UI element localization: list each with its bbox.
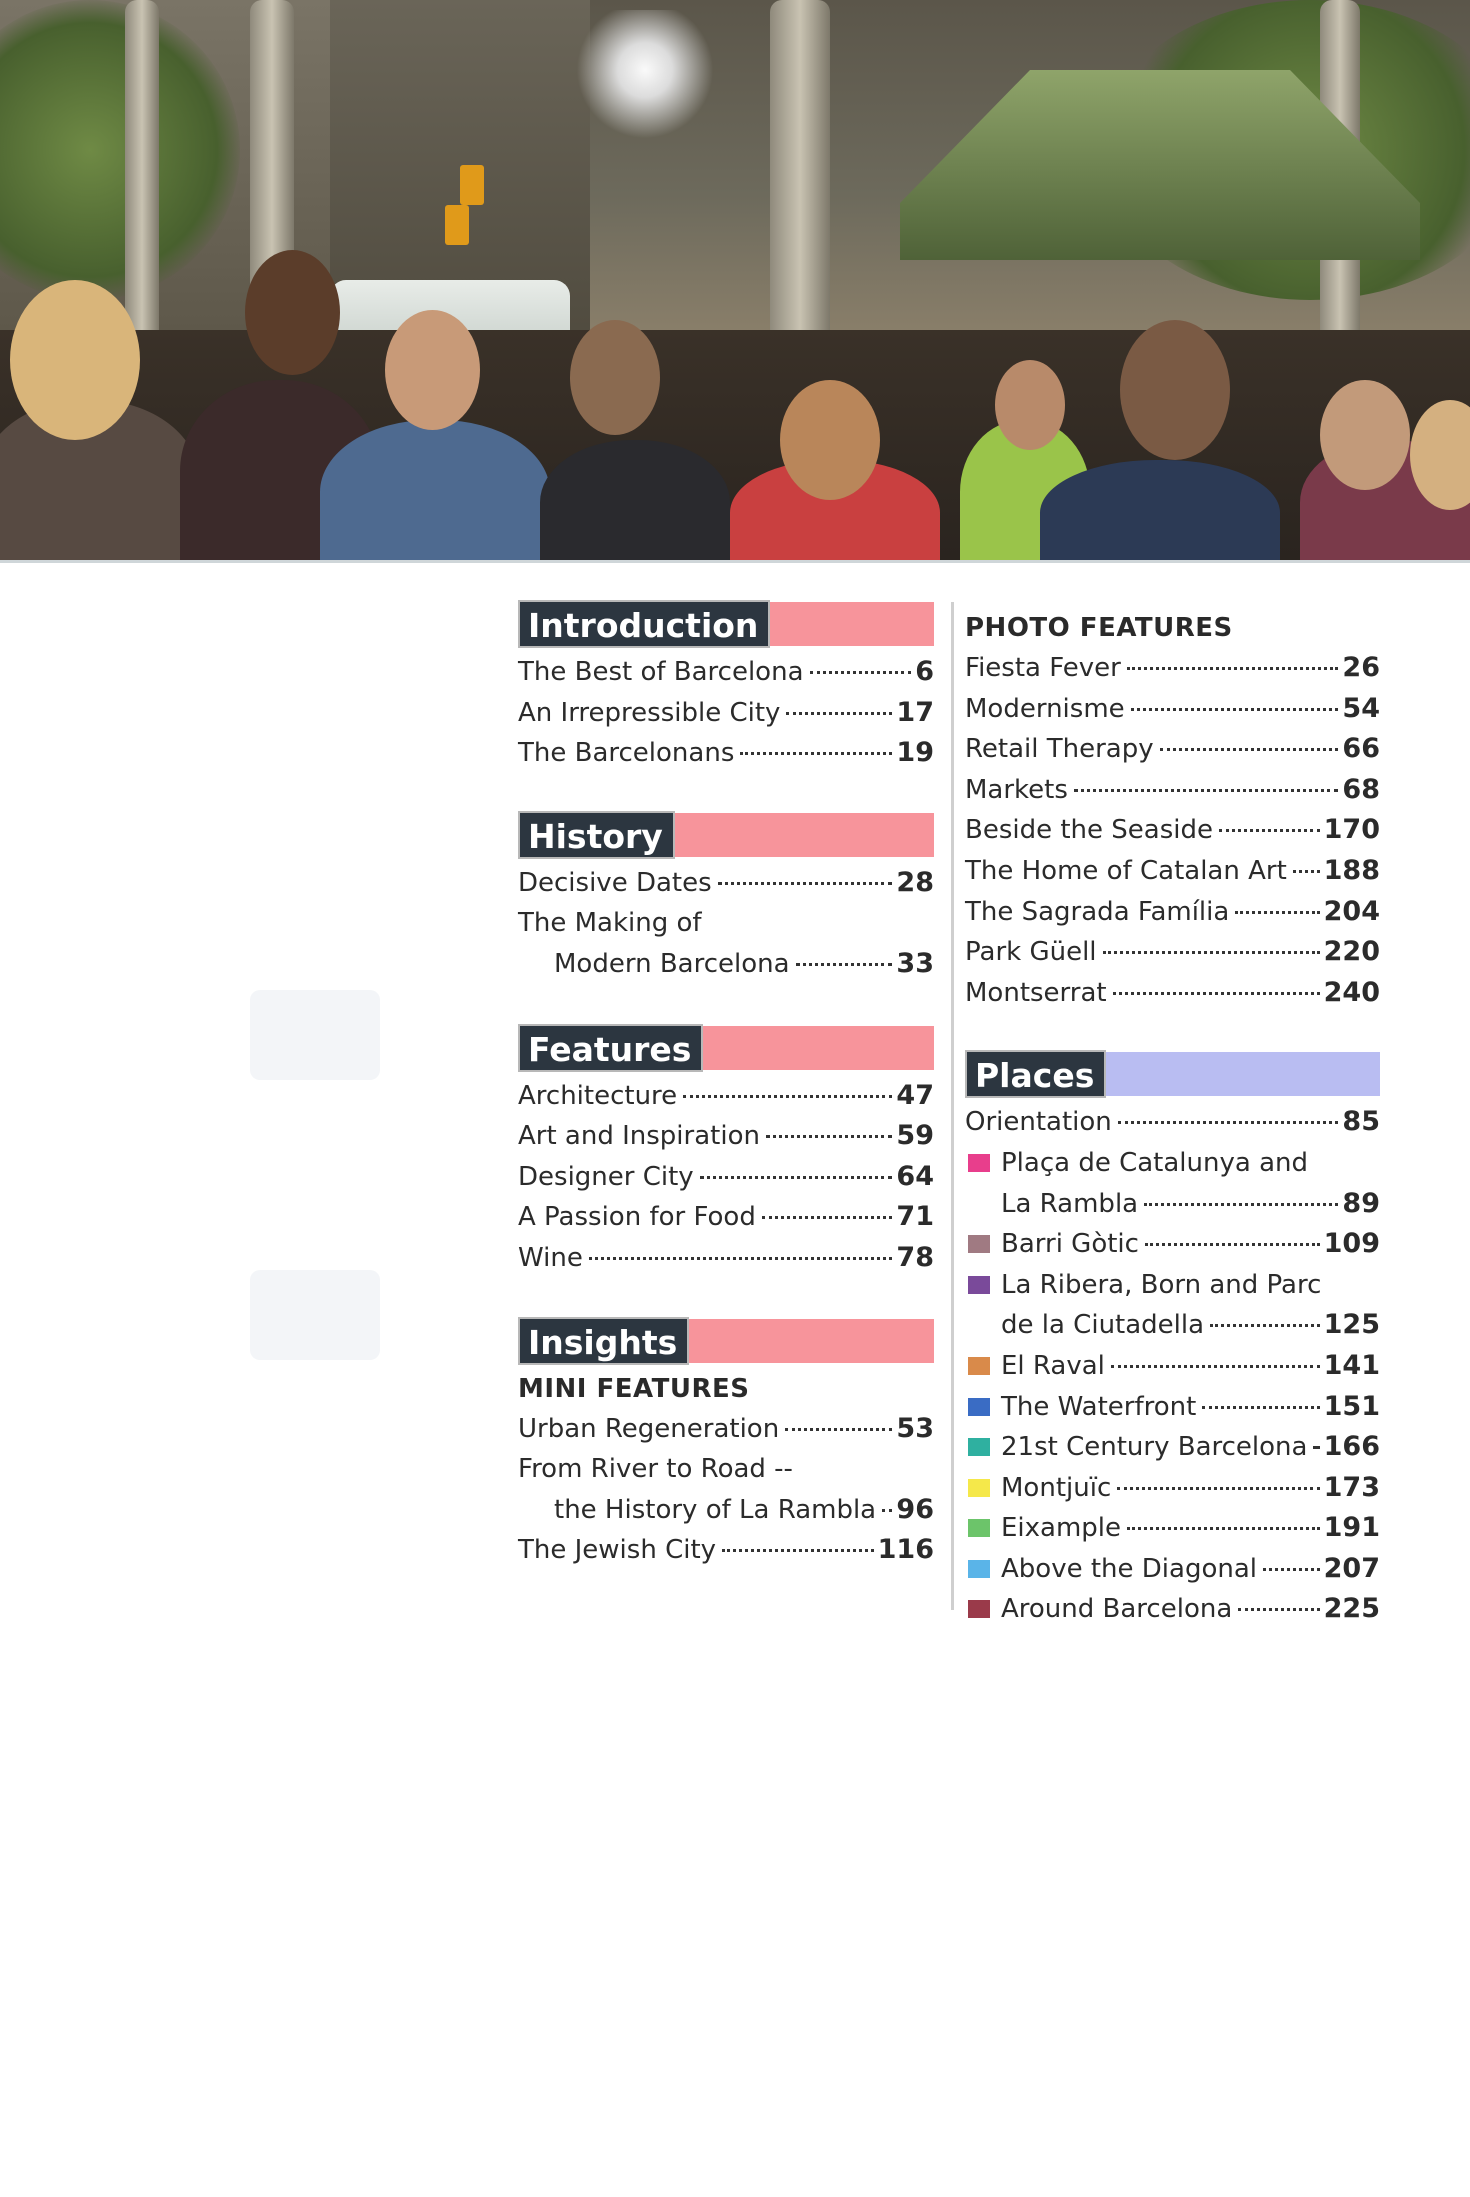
toc-entry[interactable] <box>965 810 1380 851</box>
dot-leader <box>1160 748 1339 751</box>
toc-entry-title: The Jewish City <box>518 1535 717 1566</box>
toc-entry[interactable] <box>965 1305 1380 1346</box>
toc-entry[interactable] <box>518 1530 934 1571</box>
toc-entry[interactable] <box>965 770 1380 811</box>
toc-entry-page: 54 <box>1342 692 1380 724</box>
toc-entry[interactable] <box>965 851 1380 892</box>
dot-leader <box>722 1549 874 1552</box>
column-divider <box>951 602 954 1610</box>
dot-leader <box>1074 789 1339 792</box>
section-header-label: History <box>518 811 675 859</box>
toc-entry-title: The Waterfront <box>1001 1391 1197 1422</box>
toc-entry-page: 53 <box>896 1412 934 1444</box>
dot-leader <box>1127 1527 1320 1530</box>
toc-entry-page: 28 <box>896 866 934 898</box>
photo-edge <box>0 560 1470 563</box>
section-header-label: Insights <box>518 1317 689 1365</box>
toc-entry[interactable] <box>965 932 1380 973</box>
toc-entry[interactable] <box>965 1549 1380 1590</box>
toc-entry[interactable] <box>965 973 1380 1014</box>
toc-entry-page: 141 <box>1323 1349 1380 1381</box>
dot-leader <box>683 1095 892 1098</box>
toc-entry-page: 151 <box>1323 1390 1380 1422</box>
section-header-places <box>965 1050 1380 1098</box>
toc-entry-title: 21st Century Barcelona <box>1001 1432 1308 1463</box>
dot-leader <box>589 1257 893 1260</box>
toc-entry-page: 96 <box>896 1493 934 1525</box>
toc-entry-page: 68 <box>1342 773 1380 805</box>
toc-entry-page: 170 <box>1323 814 1380 846</box>
toc-entry-page: 71 <box>896 1201 934 1233</box>
toc-entry-page: 6 <box>915 656 934 687</box>
toc-entry[interactable] <box>518 1409 934 1450</box>
toc-entry-page: 59 <box>896 1120 934 1152</box>
toc-entry-title: The Best of Barcelona <box>518 657 804 687</box>
section-header-features <box>518 1024 934 1072</box>
toc-entry[interactable] <box>518 1116 934 1157</box>
color-key-swatch <box>968 1600 990 1618</box>
toc-entry-title: Markets <box>965 774 1068 805</box>
toc-entry[interactable] <box>518 1238 934 1279</box>
toc-entry-page: 220 <box>1323 936 1380 968</box>
toc-entry[interactable] <box>518 903 934 944</box>
toc-entry[interactable] <box>965 1508 1380 1549</box>
color-key-swatch <box>968 1357 990 1375</box>
toc-entry[interactable] <box>965 1143 1380 1184</box>
toc-entry[interactable] <box>965 1589 1380 1630</box>
toc-entry-page: 204 <box>1323 895 1380 927</box>
toc-entry-title: Montjuïc <box>1001 1472 1112 1503</box>
toc-entry-title: Modern Barcelona <box>554 948 790 979</box>
toc-entry-title: Park Güell <box>965 937 1097 968</box>
toc-entry-title: the History of La Rambla <box>554 1494 877 1525</box>
subsection-heading-mini-features: MINI FEATURES <box>518 1373 750 1404</box>
toc-entry-page: 26 <box>1342 652 1380 683</box>
toc-entry[interactable] <box>518 1157 934 1198</box>
color-key-swatch <box>968 1398 990 1416</box>
toc-entry-title: Orientation <box>965 1107 1112 1138</box>
toc-entry-page: 173 <box>1323 1471 1380 1503</box>
toc-entry-page: 89 <box>1342 1187 1380 1219</box>
toc-entry[interactable] <box>965 729 1380 770</box>
section-header-label: Places <box>965 1050 1106 1098</box>
toc-entry-title: Wine <box>518 1242 583 1273</box>
toc-entry-page: 19 <box>896 737 934 769</box>
toc-entry-title: Architecture <box>518 1080 678 1111</box>
toc-entry-title: Urban Regeneration <box>518 1413 780 1444</box>
color-key-swatch <box>968 1479 990 1497</box>
toc-entry[interactable] <box>965 1102 1380 1143</box>
toc-entry-title: Modernisme <box>965 693 1125 724</box>
toc-entry-page: 17 <box>896 696 934 728</box>
toc-entry-title: A Passion for Food <box>518 1202 756 1233</box>
toc-entry[interactable] <box>518 1197 934 1238</box>
hero-photo-la-rambla <box>0 0 1470 560</box>
toc-entry[interactable] <box>965 1427 1380 1468</box>
toc-entry-title: From River to Road -- <box>518 1454 793 1485</box>
section-heading-photo-features: PHOTO FEATURES <box>965 613 1233 643</box>
section-header-introduction <box>518 600 934 648</box>
toc-entry-page: 85 <box>1342 1106 1380 1138</box>
dot-leader <box>1144 1203 1338 1206</box>
ghost-mark <box>250 990 380 1080</box>
toc-entry[interactable] <box>518 1076 934 1117</box>
toc-entry-title: The Home of Catalan Art <box>965 855 1287 886</box>
toc-entry-title: Montserrat <box>965 977 1107 1008</box>
dot-leader <box>700 1176 893 1179</box>
toc-entry-title: Around Barcelona <box>1001 1594 1233 1625</box>
toc-entry[interactable] <box>965 1387 1380 1428</box>
toc-entry[interactable] <box>518 863 934 904</box>
dot-leader <box>1313 1446 1319 1449</box>
toc-entry-page: 125 <box>1323 1309 1380 1341</box>
toc-entry[interactable] <box>965 1346 1380 1387</box>
dot-leader <box>762 1216 893 1219</box>
toc-entry[interactable] <box>965 1468 1380 1509</box>
toc-entry[interactable] <box>518 1449 934 1490</box>
toc-entry[interactable] <box>518 693 934 734</box>
color-key-swatch <box>968 1276 990 1294</box>
toc-entry-title: La Ribera, Born and Parc <box>1001 1269 1322 1300</box>
toc-entry-page: 33 <box>896 947 934 979</box>
toc-entry-title: Designer City <box>518 1161 694 1192</box>
toc-entry[interactable] <box>965 1184 1380 1225</box>
dot-leader <box>810 671 912 674</box>
toc-entry-title: Barri Gòtic <box>1001 1229 1139 1260</box>
toc-entry-page: 64 <box>896 1160 934 1192</box>
toc-entry[interactable] <box>965 1265 1380 1306</box>
color-key-swatch <box>968 1560 990 1578</box>
toc-entry-title: Plaça de Catalunya and <box>1001 1147 1308 1178</box>
color-key-swatch <box>968 1438 990 1456</box>
dot-leader <box>740 752 892 755</box>
toc-entry-page: 191 <box>1323 1512 1380 1544</box>
toc-entry-page: 207 <box>1323 1552 1380 1584</box>
dot-leader <box>796 963 893 966</box>
toc-entry-title: Art and Inspiration <box>518 1121 760 1152</box>
dot-leader <box>786 712 892 715</box>
toc-entry[interactable] <box>965 648 1380 689</box>
toc-entry-title: El Raval <box>1001 1350 1105 1381</box>
section-header-label: Introduction <box>518 600 770 648</box>
dot-leader <box>1111 1365 1320 1368</box>
contents-right-column <box>965 600 1380 1630</box>
toc-entry-page: 66 <box>1342 733 1380 765</box>
color-key-swatch <box>968 1235 990 1253</box>
toc-entry-title: The Barcelonans <box>518 738 735 769</box>
toc-entry-title: The Making of <box>518 908 702 939</box>
toc-entry-page: 78 <box>896 1241 934 1273</box>
toc-entry-title: Retail Therapy <box>965 734 1154 765</box>
dot-leader <box>1263 1568 1320 1571</box>
dot-leader <box>1118 1121 1339 1124</box>
toc-entry[interactable] <box>518 1490 934 1531</box>
dot-leader <box>1113 992 1320 995</box>
toc-entry-page: 109 <box>1323 1228 1380 1260</box>
toc-entry-title: Beside the Seaside <box>965 815 1214 846</box>
section-header-history <box>518 811 934 859</box>
dot-leader <box>1219 829 1320 832</box>
dot-leader <box>1202 1406 1319 1409</box>
toc-entry[interactable] <box>518 652 934 693</box>
toc-entry-title: de la Ciutadella <box>1001 1310 1205 1341</box>
toc-entry[interactable] <box>965 1224 1380 1265</box>
dot-leader <box>1103 951 1320 954</box>
toc-entry-title: Decisive Dates <box>518 867 712 898</box>
toc-entry-title: La Rambla <box>1001 1188 1139 1219</box>
toc-entry-title: The Sagrada Família <box>965 896 1230 927</box>
color-key-swatch <box>968 1154 990 1172</box>
dot-leader <box>1210 1324 1320 1327</box>
toc-entry-page: 240 <box>1323 976 1380 1008</box>
dot-leader <box>1145 1243 1320 1246</box>
section-header-label: Features <box>518 1024 703 1072</box>
color-key-swatch <box>968 1519 990 1537</box>
dot-leader <box>1238 1608 1319 1611</box>
toc-entry-title: An Irrepressible City <box>518 697 781 728</box>
section-header-insights <box>518 1317 934 1365</box>
contents-left-column <box>518 600 934 1571</box>
toc-entry-page: 188 <box>1323 854 1380 886</box>
toc-entry[interactable] <box>518 733 934 774</box>
toc-entry-title: Above the Diagonal <box>1001 1553 1258 1584</box>
toc-entry-title: Fiesta Fever <box>965 653 1121 683</box>
toc-entry[interactable] <box>518 944 934 985</box>
toc-entry-page: 116 <box>877 1534 934 1566</box>
toc-entry-page: 225 <box>1323 1593 1380 1625</box>
dot-leader <box>882 1509 892 1512</box>
dot-leader <box>718 882 893 885</box>
toc-entry-page: 47 <box>896 1079 934 1111</box>
dot-leader <box>1235 911 1319 914</box>
ghost-mark <box>250 1270 380 1360</box>
dot-leader <box>1293 870 1320 873</box>
toc-entry[interactable] <box>965 689 1380 730</box>
dot-leader <box>1117 1487 1319 1490</box>
dot-leader <box>1131 708 1339 711</box>
dot-leader <box>1127 667 1339 670</box>
dot-leader <box>766 1135 892 1138</box>
toc-entry-page: 166 <box>1323 1431 1380 1463</box>
toc-entry[interactable] <box>965 892 1380 933</box>
dot-leader <box>785 1428 892 1431</box>
toc-entry-title: Eixample <box>1001 1513 1122 1544</box>
